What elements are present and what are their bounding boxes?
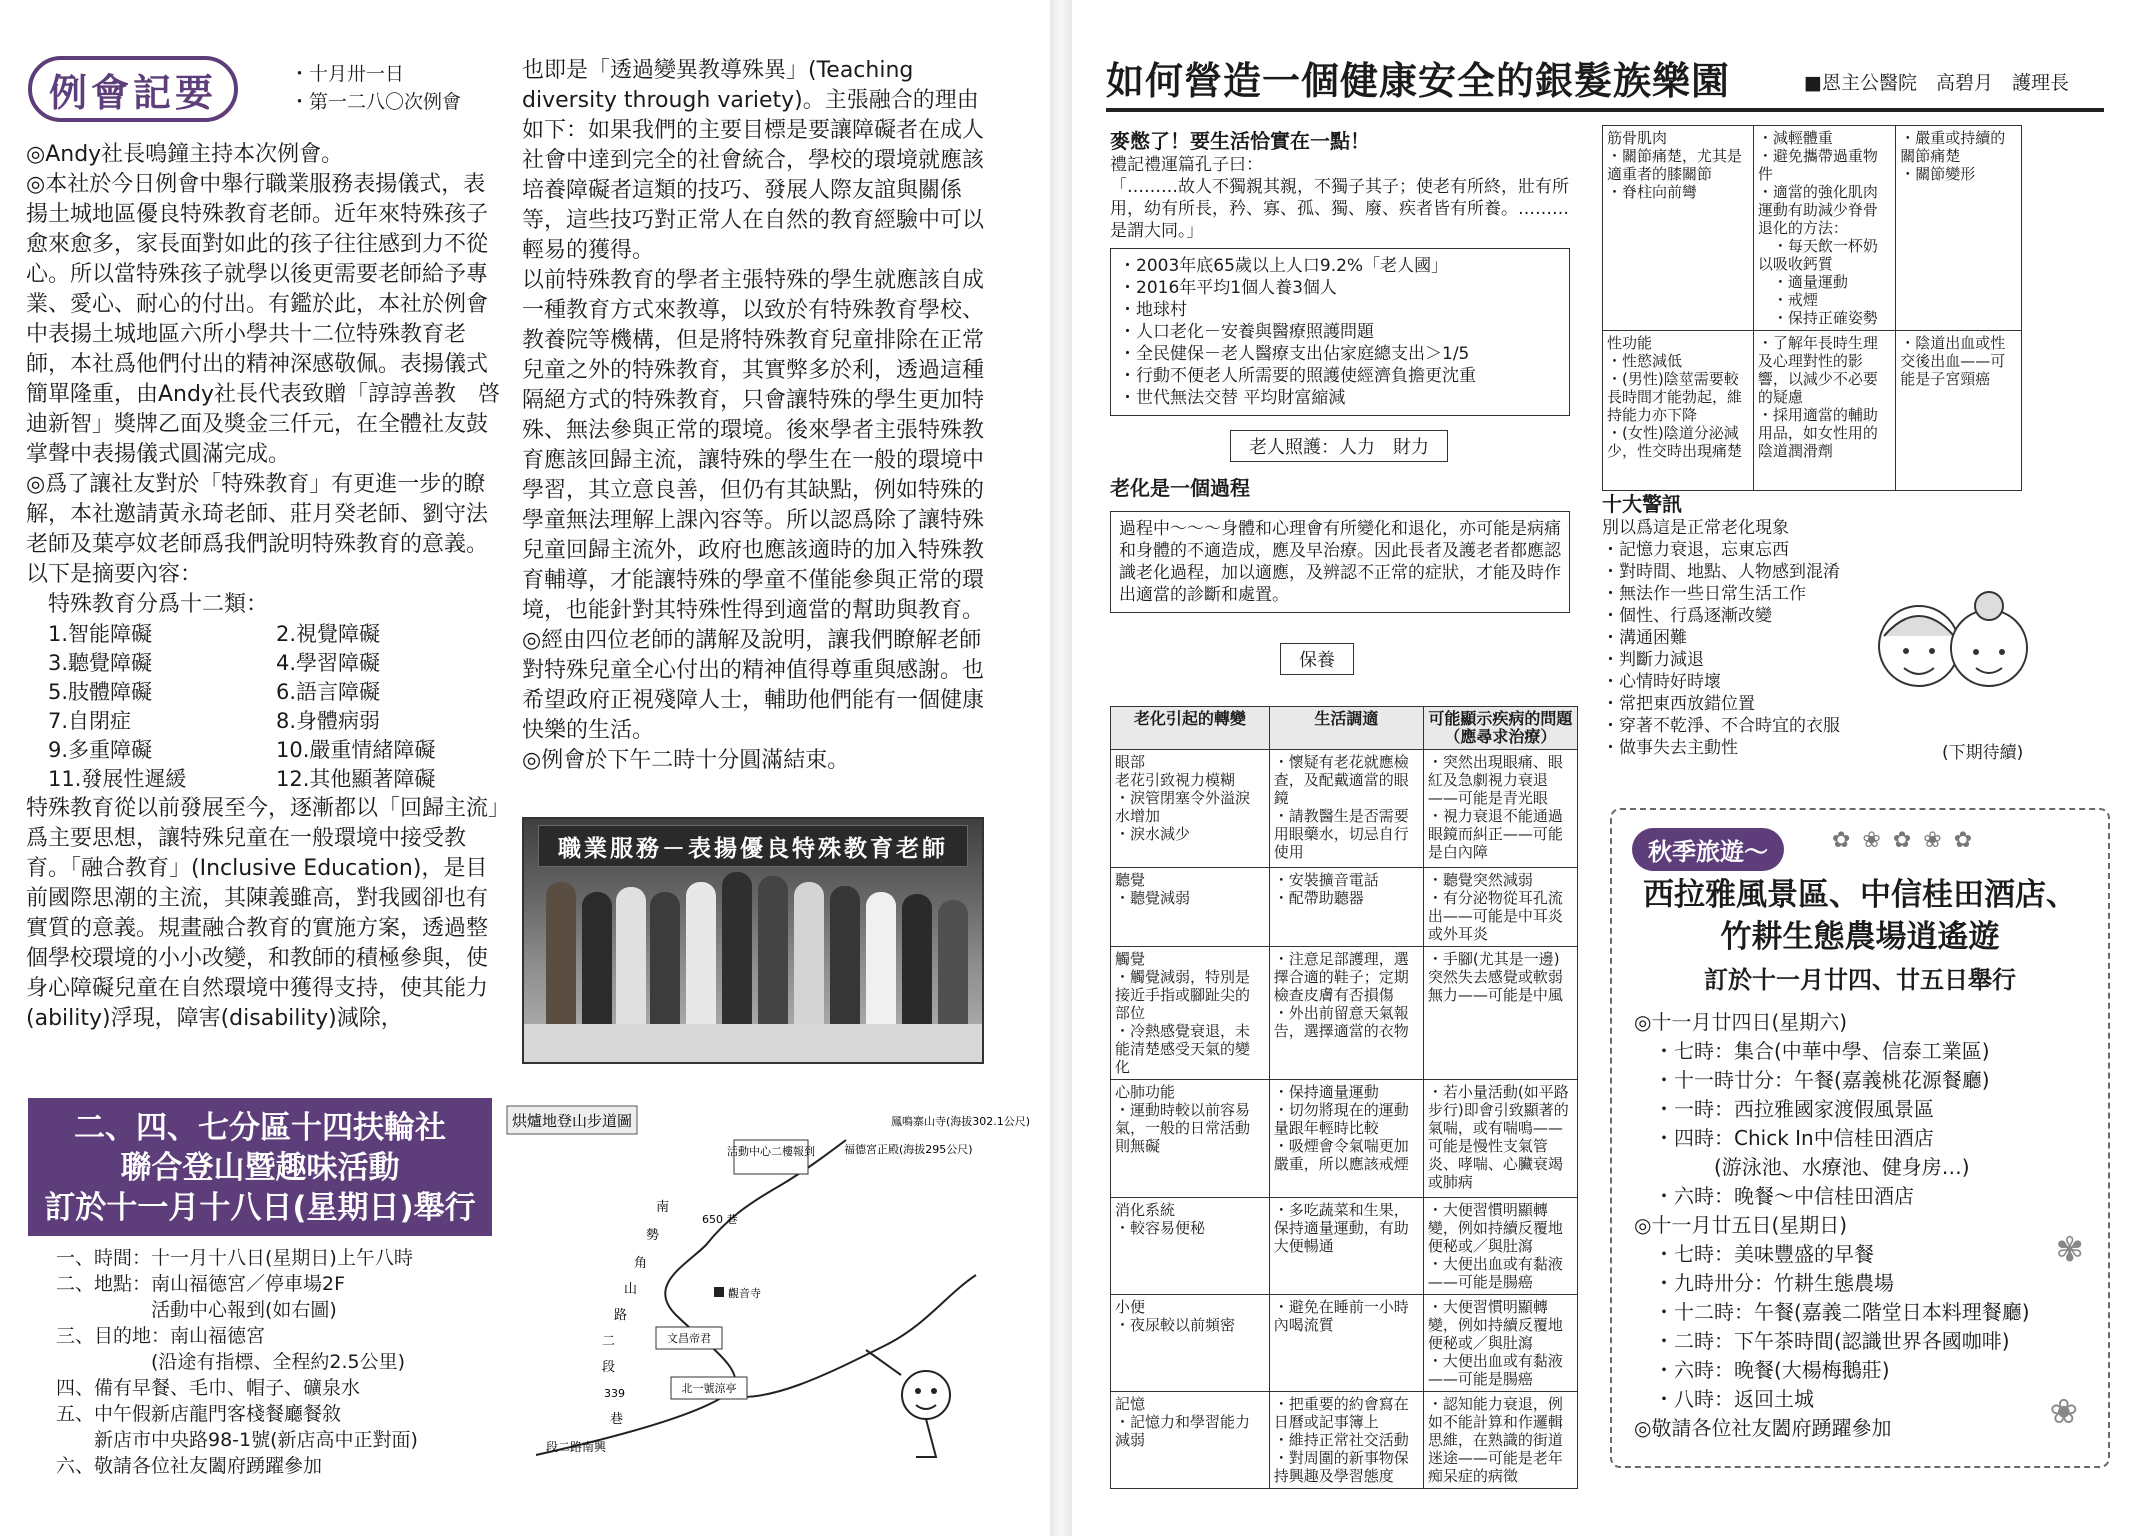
table-cell: ・了解年長時生理及心理對性的影響，以減少不必要的疑慮 ・採用適當的輔助用品，如女性用的陰道潤滑劑: [1753, 331, 1895, 491]
map-label: 角: [634, 1256, 648, 1271]
table-row: [1111, 750, 1578, 868]
list-item: 六、敬請各位社友闔府踴躍參加: [56, 1455, 323, 1477]
autumn-trip-box: [1610, 808, 2110, 1468]
table-cell: 小便 ・夜尿較以前頻密: [1111, 1295, 1270, 1392]
banner-line: 訂於十一月十八日(星期日)舉行: [44, 1190, 476, 1226]
paragraph: 以前特殊教育的學者主張特殊的學生就應該自成一種教育方式來教導，以致於有特殊教育學校、教養院等機構，但是將特殊教育兒童排除在正常兒童之外的特殊教育，其實弊多於利，透過這種隔絕方式的特殊教育，只會讓特殊的學生更加特殊、無法參與正常的環境。後來學者主張特殊教育應該回歸主流，讓特殊的學生在一般的環境中學習，其立意良善，但仍有其缺點，例如特殊的學童無法理解上課內容等。所以認爲除了讓特殊兒童回歸主流外，政府也應該適時的加入特殊教育輔導，才能讓特殊的學童不僅能參與正常的環境，也能針對其特殊性得到適當的幫助與教育。: [522, 268, 985, 623]
person: [650, 892, 680, 1032]
table-cell: ・手腳(尤其是一邊)突然失去感覺或軟弱無力——可能是中風: [1423, 947, 1577, 1080]
trip-date: 訂於十一月廿四、廿五日舉行: [1704, 966, 2016, 994]
list-item: 四、備有早餐、毛巾、帽子、礦泉水: [56, 1377, 361, 1399]
table-cell: ・安裝擴音電話 ・配帶助聽器: [1269, 868, 1423, 947]
article-author: ■恩主公醫院 高碧月 護理長: [1804, 72, 2069, 94]
table-cell: ・大便習慣明顯轉變，例如持續反覆地便秘或／與肚瀉 ・大便出血或有黏液——可能是腸癌: [1423, 1198, 1577, 1295]
person: [546, 882, 576, 1032]
table-cell: ・大便習慣明顯轉變，例如持續反覆地便秘或／與肚瀉 ・大便出血或有黏液——可能是腸癌: [1423, 1295, 1577, 1392]
person: [830, 886, 860, 1032]
list-item: 8.身體病弱: [276, 709, 381, 733]
list-item: 2.視覺障礙: [276, 622, 381, 646]
table-row: [1603, 331, 2022, 491]
table-cell: 眼部 老花引致視力模糊 ・淚管閉塞令外溢淚水增加 ・淚水減少: [1111, 750, 1270, 868]
warning-subtitle: 別以爲這是正常老化現象: [1602, 518, 1789, 538]
temple-marker: [714, 1287, 724, 1297]
list-item: 11.發展性遲緩: [48, 767, 187, 791]
map-label: 鳳鳴寨山寺(海拔302.1公尺): [891, 1115, 1031, 1128]
table-cell: ・若小量活動(如平路步行)即會引致顯著的氣喘，或有喘鳴——可能是慢性支氣管炎、哮喘、心臟衰竭或肺病: [1423, 1080, 1577, 1198]
continued-note: (下期待續): [1942, 743, 2024, 763]
list-item: ◎十一月廿五日(星期日): [1634, 1213, 1848, 1237]
meeting-number: ・第一二八〇次例會: [290, 91, 462, 113]
banner-line: 二、四、七分區十四扶輪社: [74, 1110, 446, 1146]
article-column: [1110, 125, 1650, 675]
map-label: 650 巷: [702, 1213, 738, 1226]
list-item: ・十一時廿分：午餐(嘉義桃花源餐廳): [1634, 1068, 1990, 1092]
table-cell: ・懷疑有老花就應檢查，及配戴適當的眼鏡 ・請教醫生是否需要用眼藥水，切忌自行使用: [1269, 750, 1423, 868]
list-item: 三、目的地：南山福德宮: [56, 1325, 266, 1347]
table-cell: 性功能 ・性慾減低 ・(男性)陰莖需要較長時間才能勃起，維持能力亦下降 ・(女性)陰道分泌減少，性交時出現痛楚: [1603, 331, 1754, 491]
table-row: [1111, 1295, 1578, 1392]
process-box: 過程中～～～身體和心理會有所變化和退化，亦可能是病痛和身體的不適造成，應及早治療。因此長者及護老者都應認識老化過程，加以適應，及辨認不正常的症狀，才能及時作出適當的診斷和處置。: [1110, 511, 1570, 613]
table-row: [1603, 126, 2022, 331]
table-cell: ・陰道出血或性交後出血——可能是子宮頸癌: [1896, 331, 2022, 491]
page-fold: [1050, 0, 1072, 1536]
list-item: 一、時間：十一月十八日(星期日)上午八時: [56, 1247, 413, 1269]
table-cell: 筋骨肌肉 ・關節痛楚，尤其是適重者的膝關節 ・脊柱向前彎: [1603, 126, 1754, 331]
map-title: 烘爐地登山步道圖: [511, 1112, 633, 1130]
maintenance-flow: [1280, 643, 1650, 675]
table-cell: ・減輕體重 ・避免攜帶過重物件 ・適當的強化肌肉運動有助減少脊骨退化的方法： ・每天飲一杯奶以吸收鈣質 ・適量運動 ・戒煙 ・保持正確姿勢: [1753, 126, 1895, 331]
list-item: ◎十一月廿四日(星期六): [1634, 1010, 1848, 1034]
elderly-couple-icon: [1864, 576, 2044, 716]
table: [524, 1024, 982, 1062]
list-item: 1.智能障礙: [48, 622, 153, 646]
intro-text: 禮記禮運篇孔子曰：: [1110, 155, 1263, 175]
map-label: 段: [602, 1360, 616, 1375]
list-item: 5.肢體障礙: [48, 680, 153, 704]
table-header: 可能顯示疾病的問題（應尋求治療）: [1423, 707, 1577, 750]
map-label: 福德宮正殿(海拔295公尺): [844, 1143, 973, 1156]
table-row: [1111, 1392, 1578, 1489]
table-cell: ・多吃蔬菜和生果，保持適量運動，有助大便暢通: [1269, 1198, 1423, 1295]
list-item: ・判斷力減退: [1602, 650, 1704, 670]
list-item: ・溝通困難: [1602, 628, 1687, 648]
table-header: 老化引起的轉變: [1111, 707, 1270, 750]
list-item: (游泳池、水療池、健身房…): [1634, 1155, 1970, 1179]
list-item: ・全民健保－老人醫療支出佔家庭總支出＞1/5: [1119, 344, 1470, 364]
list-item: 6.語言障礙: [276, 680, 381, 704]
table-cell: 記憶 ・記憶力和學習能力減弱: [1111, 1392, 1270, 1489]
list-item: ・十二時：午餐(嘉義二階堂日本料理餐廳): [1634, 1300, 2030, 1324]
flower-icon: ✾: [2055, 1230, 2084, 1270]
care-box: 老人照護：人力 財力: [1230, 430, 1448, 462]
table-cell: 觸覺 ・觸覺減弱，特別是接近手指或腳趾尖的部位 ・冷熱感覺衰退，未能清楚感受天氣的變化: [1111, 947, 1270, 1080]
list-item: ・常把東西放錯位置: [1602, 694, 1755, 714]
list-item: ・八時：返回土城: [1634, 1387, 1814, 1411]
map-label: 勢: [646, 1228, 660, 1243]
aging-table: [1110, 706, 1578, 1489]
person: [758, 876, 788, 1032]
trip-title: [1622, 874, 2098, 958]
paragraph: 也即是「透過變異教導殊異」(Teaching diversity through variety)。主張融合的理由如下：如果我們的主要目標是要讓障礙者在成人社會中達到完全的社會統合，學校的環境就應該培養障礙者這類的技巧、發展人際友誼與關係等，這些技巧對正常人在自然的教育經驗中可以輕易的獲得。: [522, 58, 985, 263]
map-label: 段二路南興: [546, 1440, 607, 1454]
table-cell: 消化系統 ・較容易便秘: [1111, 1198, 1270, 1295]
list-item: (沿途有指標、全程約2.5公里): [56, 1351, 406, 1373]
quote: 「………故人不獨親其親，不獨子其子；使老有所終，壯有所用，幼有所長，矜、寡、孤、獨、廢、疾者皆有所養。………是謂大同。」: [1110, 177, 1569, 241]
table-cell: ・保持適量運動 ・切勿將現在的運動量跟年輕時比較 ・吸煙會令氣喘更加嚴重，所以應該戒煙: [1269, 1080, 1423, 1198]
list-item: ・無法作一些日常生活工作: [1602, 584, 1806, 604]
table-cell: ・把重要的約會寫在日曆或記事簿上 ・維持正常社交活動 ・對周圍的新事物保持興趣及學習態度: [1269, 1392, 1423, 1489]
right-page: [1072, 0, 2144, 1536]
notes-column-2: [522, 56, 984, 776]
paragraph: ◎本社於今日例會中舉行職業服務表揚儀式，表揚土城地區優良特殊教育老師。近年來特殊孩子愈來愈多，家長面對如此的孩子往往感到力不從心。所以當特殊孩子就學以後更需要老師給予專業、愛心、耐心的付出。有鑑於此，本社於例會中表揚土城地區六所小學共十二位特殊教育老師，本社爲他們付出的精神深感敬佩。表揚儀式簡單隆重，由Andy社長代表致贈「諄諄善教 啓迪新智」獎牌乙面及獎金三仟元，在全體社友鼓掌聲中表揚儀式圓滿完成。: [26, 172, 500, 467]
paragraph: ◎例會於下午二時十分圓滿結束。: [522, 748, 850, 773]
map-label: 文昌帝君: [667, 1332, 711, 1345]
list-item: ・六時：晚餐～中信桂田酒店: [1634, 1184, 1914, 1208]
map-label: 二: [602, 1334, 616, 1349]
care-flow: [1230, 430, 1650, 462]
list-item: ・世代無法交替 平均財富縮減: [1119, 388, 1346, 408]
table-cell: ・認知能力衰退，例如不能計算和作邏輯思維，在熟識的街道迷途——可能是老年痴呆症的病徵: [1423, 1392, 1577, 1489]
list-item: 9.多重障礙: [48, 738, 153, 762]
person: [938, 900, 968, 1032]
list-item: ・六時：晚餐(大楊梅鵝莊): [1634, 1358, 1890, 1382]
list-item: ・行動不便老人所需要的照護使經濟負擔更沈重: [1119, 366, 1476, 386]
banner-line: 聯合登山暨趣味活動: [120, 1150, 400, 1186]
title-rule: [1106, 108, 2104, 112]
list-item: 活動中心報到(如右圖): [56, 1299, 337, 1321]
table-row: [1111, 1080, 1578, 1198]
person: [794, 882, 824, 1032]
trip-title-line: 竹耕生態農場逍遙遊: [1720, 919, 2000, 955]
map-label: 北一號涼亭: [681, 1382, 737, 1395]
list-item: ・七時：集合(中華中學、信泰工業區): [1634, 1039, 1990, 1063]
list-item: 4.學習障礙: [276, 651, 381, 675]
table-cell: ・避免在睡前一小時內喝流質: [1269, 1295, 1423, 1392]
list-item: ・2016年平均1個人養3個人: [1119, 278, 1337, 298]
list-item: ・對時間、地點、人物感到混淆: [1602, 562, 1840, 582]
trip-schedule: [1634, 1008, 2094, 1443]
paragraph: ◎爲了讓社友對於「特殊教育」有更進一步的瞭解，本社邀請黃永琦老師、莊月癸老師、劉守法老師及葉亭妏老師爲我們說明特殊教育的意義。以下是摘要內容：: [26, 472, 489, 587]
flower-icon: ❀: [2049, 1392, 2078, 1432]
paragraph: 特殊教育分爲十二類：: [48, 592, 269, 617]
map-label: 活動中心二樓報到: [727, 1145, 815, 1158]
hiking-banner: [28, 1098, 492, 1236]
paragraph: 特殊教育從以前發展至今，逐漸都以「回歸主流」爲主要思想，讓特殊兒童在一般環境中接受教育。「融合教育」(Inclusive Education)，是目前國際思潮的主流，其陳義雖高，對我國卻也有實質的意義。規畫融合教育的實施方案，透過整個學校環境的小小改變，和教師的積極參與，使身心障礙兒童在自然環境中獲得支持，使其能力(ability)浮現，障害(disability)減除，: [26, 796, 500, 1031]
meeting-notes-title: 例會記要: [28, 56, 238, 122]
person: [902, 894, 932, 1032]
person: [582, 892, 612, 1032]
meeting-meta: [290, 60, 461, 116]
intro-heading: 麥憋了！要生活恰實在一點！: [1110, 129, 1370, 153]
hiking-details: [56, 1245, 496, 1479]
article-title: 如何營造一個健康安全的銀髮族樂園: [1106, 59, 1731, 103]
meeting-date: ・十月卅一日: [290, 63, 405, 85]
list-item: ・二時：下午茶時間(認識世界各國咖啡): [1634, 1329, 2010, 1353]
person: [616, 887, 646, 1032]
person: [686, 882, 716, 1032]
list-item: ・九時卅分：竹耕生態農場: [1634, 1271, 1894, 1295]
list-item: ・一時：西拉雅國家渡假風景區: [1634, 1097, 1934, 1121]
hiker-cartoon-icon: [866, 1350, 950, 1457]
trip-title-line: 西拉雅風景區、中信桂田酒店、: [1643, 877, 2077, 913]
table-header: 生活調適: [1269, 707, 1423, 750]
list-item: 7.自閉症: [48, 709, 132, 733]
paragraph: ◎經由四位老師的講解及說明，讓我們瞭解老師對特殊兒童全心付出的精神值得尊重與感謝。也希望政府正視殘障人士，輔助他們能有一個健康快樂的生活。: [522, 628, 985, 743]
map-label: 南: [656, 1200, 670, 1215]
table-cell: 聽覺 ・聽覺減弱: [1111, 868, 1270, 947]
table-cell: ・聽覺突然減弱 ・有分泌物從耳孔流出——可能是中耳炎或外耳炎: [1423, 868, 1577, 947]
process-heading: 老化是一個過程: [1110, 476, 1250, 500]
map-label: 339: [604, 1387, 625, 1400]
list-item: 五、中午假新店龍門客棧餐廳餐敘: [56, 1403, 342, 1425]
warning-title: 十大警訊: [1602, 492, 1682, 516]
left-page: [0, 0, 1050, 1536]
trip-tag: 秋季旅遊～: [1632, 828, 1784, 871]
person: [722, 872, 752, 1032]
aging-table-continued: [1602, 125, 2022, 491]
table-cell: ・突然出現眼痛、眼紅及急劇視力衰退——可能是青光眼 ・視力衰退不能通過眼鏡而糾正——可能是白內障: [1423, 750, 1577, 868]
table-cell: ・注意足部護理，選擇合適的鞋子；定期檢查皮膚有否損傷 ・外出前留意天氣報告，選擇適當的衣物: [1269, 947, 1423, 1080]
paragraph: ◎Andy社長鳴鐘主持本次例會。: [26, 142, 344, 167]
list-item: ・做事失去主動性: [1602, 738, 1738, 758]
table-row: [1111, 1198, 1578, 1295]
trail-map: [506, 1105, 1031, 1475]
list-item: ・個性、行爲逐漸改變: [1602, 606, 1772, 626]
list-item: 10.嚴重情緒障礙: [276, 738, 436, 762]
map-label: 山: [624, 1282, 638, 1297]
map-label: 巷: [610, 1412, 624, 1427]
list-item: ・心情時好時壞: [1602, 672, 1721, 692]
table-header-row: [1111, 707, 1578, 750]
photo-banner: 職業服務－表揚優良特殊教育老師: [538, 825, 968, 867]
person: [866, 892, 896, 1032]
notes-column-1: [26, 140, 504, 1034]
list-item: 3.聽覺障礙: [48, 651, 153, 675]
list-item: ◎敬請各位社友闔府踴躍參加: [1634, 1416, 1892, 1440]
list-item: 新店市中央路98-1號(新店高中正對面): [56, 1429, 418, 1451]
list-item: 二、地點：南山福德宮／停車場2F: [56, 1273, 346, 1295]
map-label: 路: [614, 1308, 628, 1323]
warning-signs: [1602, 488, 2062, 763]
list-item: ・人口老化－安養與醫療照護問題: [1119, 322, 1374, 342]
table-cell: ・嚴重或持續的關節痛楚 ・關節變形: [1896, 126, 2022, 331]
table-row: [1111, 868, 1578, 947]
stats-box: [1110, 248, 1570, 416]
list-item: ・七時：美味豐盛的早餐: [1634, 1242, 1874, 1266]
flower-decoration-icon: ✿❀✿❀✿: [1832, 828, 1985, 853]
maintenance-box: 保養: [1280, 643, 1354, 675]
award-photo: [522, 817, 984, 1064]
category-list: [26, 620, 504, 794]
list-item: 12.其他顯著障礙: [276, 767, 436, 791]
trail-line: [536, 1140, 846, 1455]
list-item: ・2003年底65歲以上人口9.2%「老人國」: [1119, 256, 1449, 276]
list-item: ・穿著不乾淨、不合時宜的衣服: [1602, 716, 1840, 736]
list-item: ・地球村: [1119, 300, 1187, 320]
map-label: 觀音寺: [728, 1287, 761, 1300]
table-row: [1111, 947, 1578, 1080]
list-item: ・記憶力衰退，忘東忘西: [1602, 540, 1789, 560]
table-cell: 心肺功能 ・運動時較以前容易氣，一般的日常活動則無礙: [1111, 1080, 1270, 1198]
list-item: ・四時：Chick In中信桂田酒店: [1634, 1126, 1934, 1150]
